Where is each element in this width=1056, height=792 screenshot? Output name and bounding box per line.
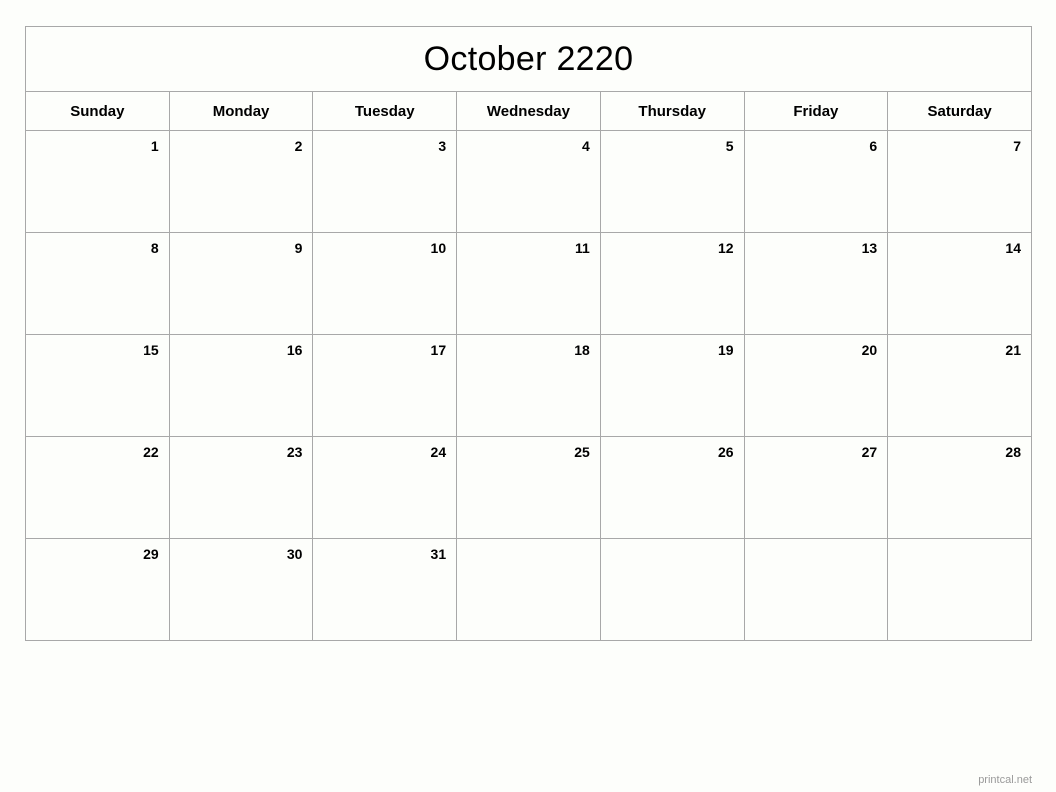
weekday-header-thursday: Thursday — [600, 92, 744, 131]
day-number: 19 — [717, 342, 734, 358]
day-number: 11 — [575, 240, 590, 256]
calendar-week-row — [26, 437, 1032, 539]
day-cell[interactable] — [169, 131, 313, 233]
day-cell[interactable] — [26, 335, 170, 437]
day-number: 9 — [294, 240, 303, 256]
calendar-week-row — [26, 539, 1032, 641]
calendar-week-row — [26, 335, 1032, 437]
day-cell[interactable] — [600, 437, 744, 539]
day-number: 26 — [717, 444, 734, 460]
day-number: 10 — [430, 240, 447, 256]
day-number: 20 — [861, 342, 878, 358]
day-number: 14 — [1005, 240, 1021, 256]
monthly-calendar — [25, 26, 1032, 641]
day-number: 30 — [286, 546, 303, 562]
day-cell[interactable] — [313, 233, 457, 335]
day-number: 7 — [1013, 138, 1021, 154]
day-cell[interactable] — [744, 335, 888, 437]
weekday-header-saturday: Saturday — [888, 92, 1032, 131]
day-number: 3 — [438, 138, 447, 154]
day-cell[interactable] — [26, 437, 170, 539]
page-title: October 2220 — [26, 27, 1032, 92]
day-number — [888, 539, 1031, 547]
day-cell[interactable] — [169, 539, 313, 641]
day-number: 12 — [717, 240, 734, 256]
day-number: 1 — [150, 138, 159, 154]
day-number: 16 — [286, 342, 303, 358]
day-number: 27 — [861, 444, 878, 460]
day-number: 23 — [286, 444, 303, 460]
day-number: 6 — [869, 138, 878, 154]
day-number: 22 — [143, 444, 159, 460]
weekday-header-row — [26, 92, 1032, 131]
footer-credit: printcal.net — [978, 774, 1032, 786]
day-cell[interactable] — [313, 335, 457, 437]
day-cell[interactable] — [888, 437, 1032, 539]
day-number — [457, 539, 600, 547]
day-cell-empty[interactable] — [457, 539, 601, 641]
day-number: 24 — [430, 444, 447, 460]
day-cell[interactable] — [888, 131, 1032, 233]
day-cell[interactable] — [313, 539, 457, 641]
day-number: 18 — [574, 342, 590, 358]
day-cell-empty[interactable] — [744, 539, 888, 641]
day-number: 5 — [725, 138, 734, 154]
day-number: 2 — [294, 138, 303, 154]
day-cell-empty[interactable] — [600, 539, 744, 641]
calendar-week-row — [26, 233, 1032, 335]
day-cell[interactable] — [744, 233, 888, 335]
day-cell[interactable] — [169, 233, 313, 335]
day-number: 8 — [150, 240, 159, 256]
day-cell-empty[interactable] — [888, 539, 1032, 641]
day-cell[interactable] — [169, 335, 313, 437]
day-number: 17 — [430, 342, 447, 358]
day-cell[interactable] — [26, 539, 170, 641]
weekday-header-friday: Friday — [744, 92, 888, 131]
day-cell[interactable] — [888, 233, 1032, 335]
calendar-week-row — [26, 131, 1032, 233]
day-number: 28 — [1005, 444, 1021, 460]
weekday-header-sunday: Sunday — [26, 92, 170, 131]
day-cell[interactable] — [457, 335, 601, 437]
day-number: 25 — [574, 444, 590, 460]
day-cell[interactable] — [744, 131, 888, 233]
weekday-header-wednesday: Wednesday — [457, 92, 601, 131]
day-cell[interactable] — [457, 233, 601, 335]
day-number — [745, 539, 888, 547]
day-number: 4 — [582, 138, 590, 154]
weekday-header-monday: Monday — [169, 92, 313, 131]
day-cell[interactable] — [600, 131, 744, 233]
day-number: 13 — [861, 240, 878, 256]
weekday-header-tuesday: Tuesday — [313, 92, 457, 131]
day-cell[interactable] — [744, 437, 888, 539]
day-cell[interactable] — [313, 437, 457, 539]
day-cell[interactable] — [600, 335, 744, 437]
day-cell[interactable] — [600, 233, 744, 335]
day-number: 31 — [430, 546, 447, 562]
day-number: 15 — [143, 342, 159, 358]
day-number: 21 — [1005, 342, 1021, 358]
day-cell[interactable] — [26, 233, 170, 335]
day-number — [601, 539, 744, 547]
day-cell[interactable] — [313, 131, 457, 233]
calendar-title-row — [26, 27, 1032, 92]
day-cell[interactable] — [457, 131, 601, 233]
day-cell[interactable] — [888, 335, 1032, 437]
day-cell[interactable] — [457, 437, 601, 539]
day-number: 29 — [143, 546, 159, 562]
day-cell[interactable] — [26, 131, 170, 233]
day-cell[interactable] — [169, 437, 313, 539]
